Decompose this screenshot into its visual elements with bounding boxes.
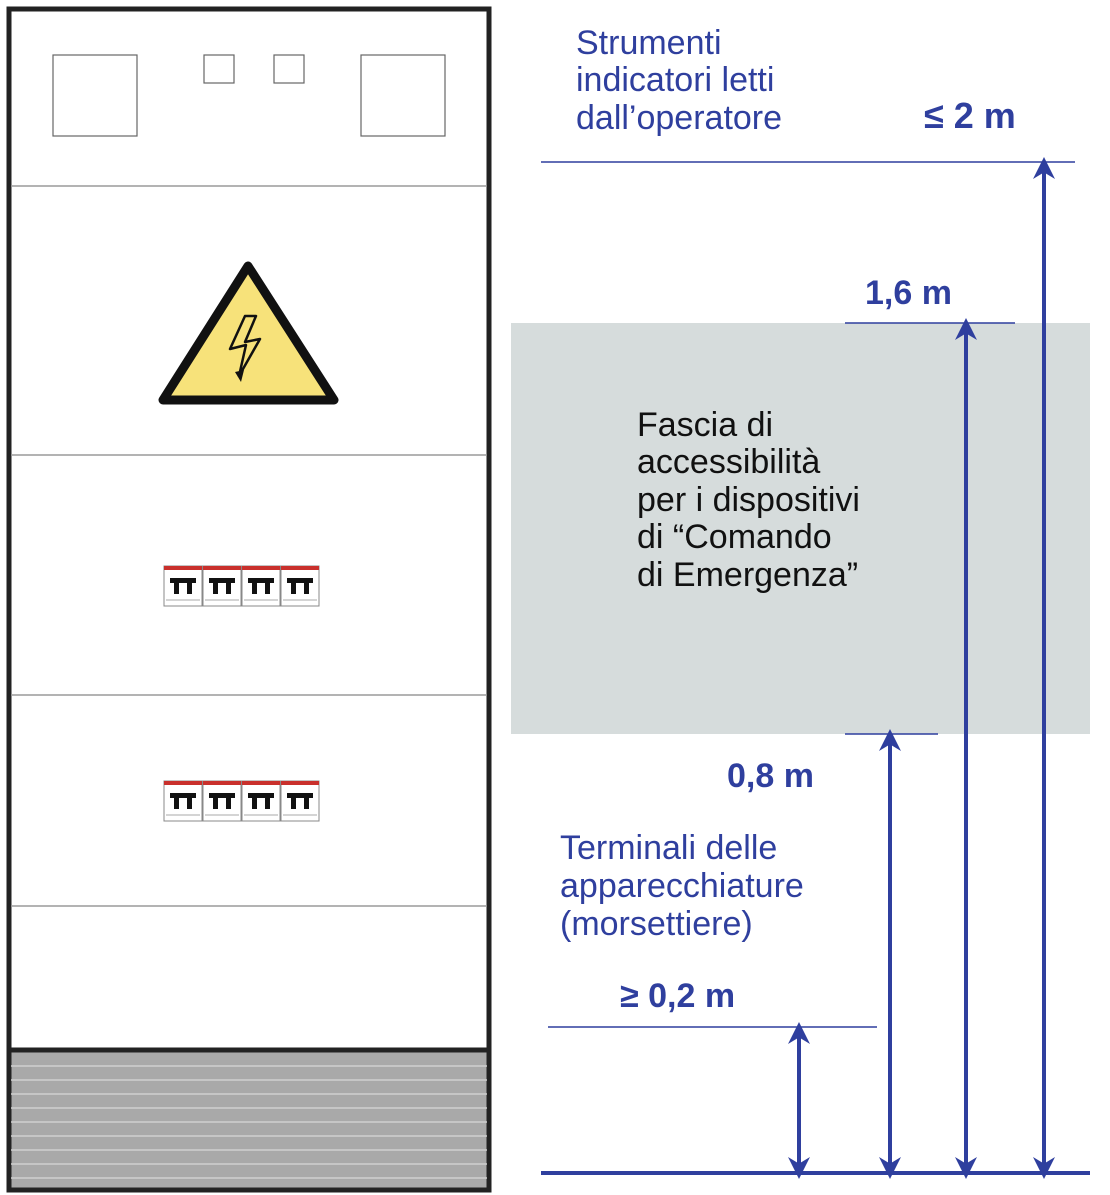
max-height-label: ≤ 2 m bbox=[924, 95, 1016, 136]
circuit-breaker-icon bbox=[203, 566, 241, 606]
min-height-label: ≥ 0,2 m bbox=[620, 977, 736, 1015]
cabinet-plinth bbox=[9, 1050, 489, 1190]
circuit-breaker-icon bbox=[164, 781, 202, 821]
circuit-breaker-row-upper bbox=[164, 566, 319, 606]
circuit-breaker-icon bbox=[164, 566, 202, 606]
instruments-label-line: indicatori letti bbox=[576, 61, 775, 99]
terminals-label-line: (morsettiere) bbox=[560, 905, 753, 943]
circuit-breaker-icon bbox=[242, 566, 280, 606]
instrument-indicator bbox=[204, 55, 234, 83]
instrument-gauge-right bbox=[361, 55, 445, 136]
band-label-line: di Emergenza” bbox=[637, 556, 859, 594]
lower-band-limit-label: 0,8 m bbox=[727, 757, 814, 795]
band-label-line: Fascia di bbox=[637, 406, 774, 444]
terminals-label-line: Terminali delle bbox=[560, 829, 778, 867]
upper-band-limit-label: 1,6 m bbox=[865, 274, 952, 312]
instrument-indicator bbox=[274, 55, 304, 83]
circuit-breaker-icon bbox=[281, 566, 319, 606]
electrical-cabinet bbox=[9, 9, 489, 1190]
band-label-line: per i dispositivi bbox=[637, 481, 860, 519]
band-label-line: accessibilità bbox=[637, 443, 821, 481]
circuit-breaker-icon bbox=[203, 781, 241, 821]
terminals-label-line: apparecchiature bbox=[560, 867, 804, 905]
instrument-gauge-left bbox=[53, 55, 137, 136]
instruments-label bbox=[576, 24, 784, 137]
circuit-breaker-icon bbox=[242, 781, 280, 821]
instruments-label-line: Strumenti bbox=[576, 24, 722, 62]
circuit-breaker-row-lower bbox=[164, 781, 319, 821]
band-label-line: di “Comando bbox=[637, 518, 832, 556]
instruments-label-line: dall’operatore bbox=[576, 99, 783, 137]
terminals-label bbox=[560, 829, 813, 943]
circuit-breaker-icon bbox=[281, 781, 319, 821]
